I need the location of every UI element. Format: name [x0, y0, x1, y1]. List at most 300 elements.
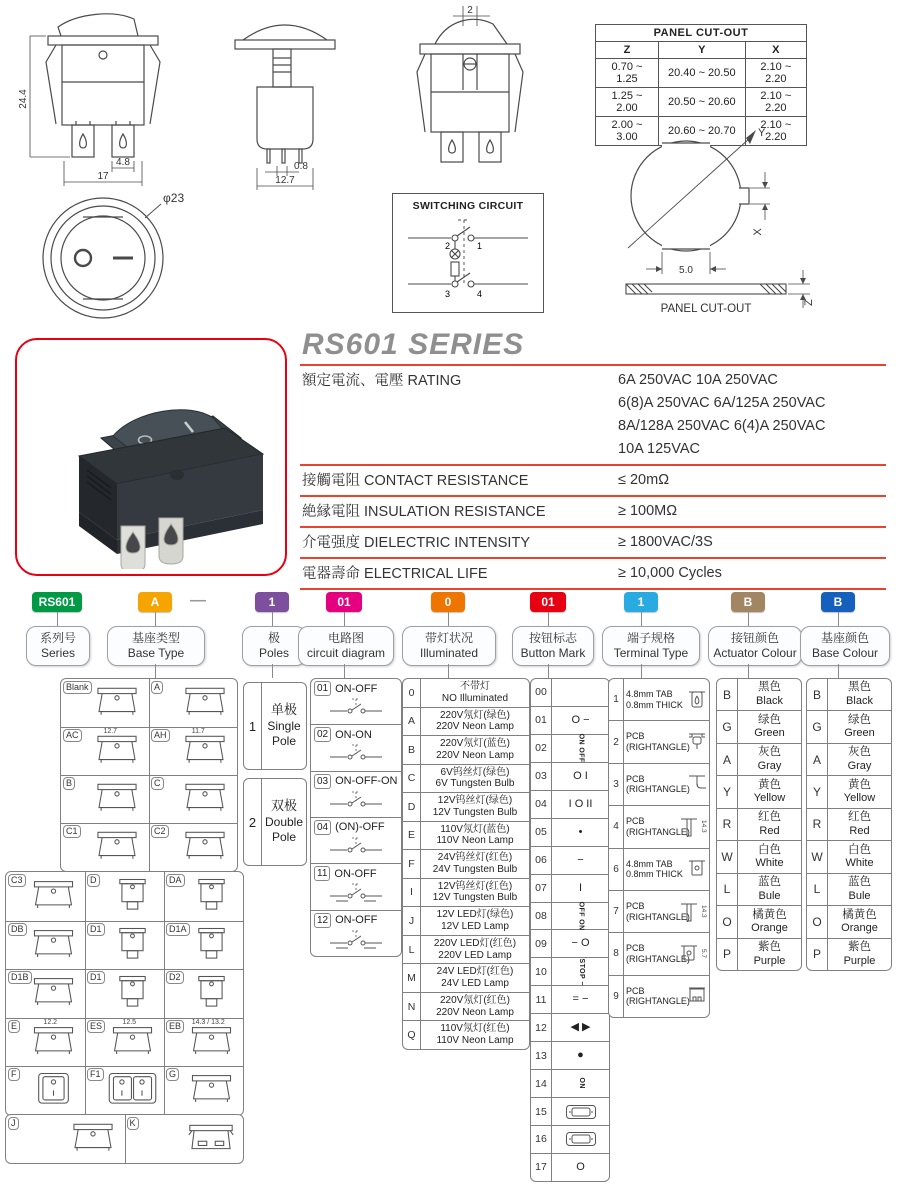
illuminated-option [403, 850, 529, 879]
base-type-grid [60, 678, 238, 872]
color-label-en: Green [754, 727, 785, 740]
panel-cutout-cell: 20.60 ~ 20.70 [658, 117, 745, 146]
illuminated-option [403, 993, 529, 1022]
switch-drawing-icon [177, 683, 233, 719]
color-label-en: White [845, 857, 874, 870]
base-type-glyph [65, 1119, 121, 1160]
terminal-icon-wrap [679, 806, 709, 847]
terminal-label [624, 933, 690, 974]
button-mark-symbol [552, 763, 609, 790]
base-type-code: D1 [87, 923, 105, 936]
illuminated-code: 0 [403, 679, 421, 707]
base-type-code: F1 [87, 1068, 104, 1081]
color-code: O [717, 906, 738, 937]
switch-drawing-icon [89, 827, 145, 863]
button-mark-option [531, 791, 609, 819]
button-mark-code: 07 [531, 875, 552, 902]
illuminated-label-en: 12V Tungsten Bulb [432, 892, 518, 904]
color-label-zh: 红色 [758, 811, 781, 824]
product-photo [17, 340, 280, 569]
terminal-label [624, 891, 690, 932]
terminal-label [624, 849, 687, 890]
circuit-option-head [314, 727, 398, 742]
circuit-code: 12 [314, 913, 331, 928]
base-type-cell [6, 969, 86, 1019]
illuminated-code: I [403, 879, 421, 907]
base-type-code: B [63, 777, 75, 790]
terminal-label-line2: (RIGHTANGLE) [626, 742, 690, 753]
color-label-en: Yellow [753, 792, 786, 805]
spec-value-line: ≥ 100MΩ [618, 503, 678, 519]
group-label-en: Button Mark [520, 646, 586, 660]
button-mark-option [531, 707, 609, 735]
pole-code: 2 [244, 779, 262, 865]
color-option [807, 744, 891, 776]
dim-pin-label: 0.8 [294, 161, 308, 172]
color-code: B [807, 679, 828, 710]
base-type-glyph [105, 876, 160, 918]
illuminated-label-zh: 220V氖灯(蓝色) [439, 738, 510, 750]
circuit-option-head [314, 681, 398, 696]
base-type-code: K [127, 1117, 139, 1130]
button-mark-symbol [552, 847, 609, 874]
terminal-code: 9 [609, 976, 624, 1017]
color-label-zh: 黑色 [758, 681, 781, 694]
terminal-option [609, 721, 709, 763]
switching-circuit-box [392, 193, 544, 313]
button-mark-code: 15 [531, 1098, 552, 1125]
terminal-code: 2 [609, 721, 624, 762]
terminal-code: 7 [609, 891, 624, 932]
button-mark-code: 01 [531, 707, 552, 734]
color-option [807, 711, 891, 743]
panel-cutout-cell: 1.25 ~ 2.00 [596, 88, 659, 117]
color-label [828, 874, 891, 905]
group-label-box [26, 626, 90, 666]
circuit-column [310, 678, 402, 957]
panel-cutout-row [596, 59, 807, 88]
spec-value-line: 10A 125VAC [618, 441, 700, 457]
switch-drawing-icon [26, 876, 81, 913]
connector-line [344, 612, 345, 626]
terminal-code: 3 [609, 764, 624, 805]
illuminated-option [403, 964, 529, 993]
order-code-badge: B [731, 592, 765, 612]
color-label [738, 874, 801, 905]
terminal-label-line2: (RIGHTANGLE) [626, 826, 690, 837]
front-view2-drawing [395, 2, 545, 170]
color-label [738, 841, 801, 872]
switch-drawing-icon [105, 973, 160, 1010]
terminal-label-line1: 4.8mm TAB [626, 689, 673, 700]
group-label-en: Series [40, 646, 75, 660]
button-mark-option [531, 1042, 609, 1070]
base-type-code: AH [151, 729, 170, 742]
cutout-flat-label: 5.0 [679, 265, 693, 276]
illuminated-option [403, 793, 529, 822]
col-y-header: Y [658, 42, 745, 59]
panel-cutout-table-title: PANEL CUT-OUT [596, 25, 807, 42]
terminal-option [609, 976, 709, 1017]
color-label-zh: 黑色 [848, 681, 871, 694]
spec-value [618, 559, 886, 588]
illuminated-label [421, 1021, 529, 1049]
round-view-drawing [25, 188, 185, 326]
illuminated-label-en: 24V Tungsten Bulb [432, 863, 518, 875]
terminal-label-line1: PCB [626, 731, 645, 742]
terminal-option [609, 764, 709, 806]
button-mark-option [531, 930, 609, 958]
terminal-option [609, 891, 709, 933]
group-label-zh: 极 [267, 631, 280, 645]
spec-row [300, 364, 886, 464]
base-type-dim: 14.3 / 13.2 [191, 1018, 225, 1026]
color-option [717, 711, 801, 743]
color-label [828, 841, 891, 872]
color-label-en: Gray [757, 759, 782, 772]
actuator-colour-column [716, 678, 802, 971]
connector-line [748, 664, 749, 678]
spec-label: 接觸電阻 CONTACT RESISTANCE [302, 473, 529, 489]
group-label-zh: 基座颜色 [820, 631, 869, 645]
button-mark-symbol [552, 986, 609, 1013]
illuminated-code: E [403, 822, 421, 850]
base-type-code: DB [8, 923, 27, 936]
color-label [738, 776, 801, 807]
button-mark-symbol [552, 958, 609, 985]
series-title: RS601 SERIES [302, 328, 525, 361]
panel-cutout-cell: 2.10 ~ 2.20 [745, 88, 806, 117]
color-label-zh: 橘黄色 [842, 908, 877, 921]
pole-label-en2: Pole [271, 830, 297, 845]
circuit-symbol-icon [328, 929, 384, 950]
connector-line [641, 612, 642, 626]
button-mark-text: − O [571, 937, 590, 950]
switch-drawing-icon [183, 1119, 239, 1155]
button-mark-code: 11 [531, 986, 552, 1013]
spec-value [618, 366, 886, 464]
front-view-drawing [16, 6, 191, 191]
group-label-box [298, 626, 394, 666]
product-photo-frame [15, 338, 287, 576]
terminal-icon [687, 985, 707, 1007]
pole-label [262, 683, 306, 769]
circuit-symbol-icon [328, 882, 384, 903]
dim-width-label: 17 [97, 171, 109, 182]
base-type-dim: 11.7 [191, 728, 205, 735]
terminal-icon [687, 773, 707, 795]
color-label [828, 679, 891, 710]
group-label-zh: 接钮颜色 [730, 631, 779, 645]
illuminated-code: J [403, 907, 421, 935]
button-mark-option [531, 679, 609, 707]
group-label-box [602, 626, 700, 666]
col-x-header: X [745, 42, 806, 59]
terminal-icon [687, 689, 707, 711]
terminal-icon [679, 901, 699, 923]
circuit-option [311, 864, 401, 910]
circuit-option-head [314, 774, 398, 789]
base-type-glyph [26, 1070, 81, 1112]
illuminated-code: B [403, 736, 421, 764]
base-type-code: EB [166, 1020, 184, 1033]
color-option [717, 874, 801, 906]
terminal-option [609, 806, 709, 848]
base-type-cell [164, 969, 243, 1019]
button-mark-symbol [552, 707, 609, 734]
base-type-cell [6, 921, 86, 971]
illuminated-option [403, 879, 529, 908]
base-type-cell [149, 727, 237, 776]
color-code: R [807, 809, 828, 840]
color-label-en: Purple [843, 954, 876, 967]
switch-drawing-icon [184, 1022, 239, 1059]
switch-drawing-icon [184, 973, 239, 1010]
color-label-zh: 灰色 [848, 746, 871, 759]
button-mark-code: 17 [531, 1154, 552, 1181]
dim-side-width-label: 12.7 [275, 175, 295, 186]
base-type-code: C3 [8, 874, 26, 887]
base-type-code: C1 [63, 825, 81, 838]
connector-line [448, 664, 449, 678]
base-type-glyph [26, 1022, 81, 1064]
illuminated-code: F [403, 850, 421, 878]
terminal-3-label: 3 [445, 289, 451, 299]
terminal-label-line1: 4.8mm TAB [626, 858, 673, 869]
circuit-option [311, 725, 401, 771]
illuminated-code: D [403, 793, 421, 821]
order-code-badge: 0 [431, 592, 465, 612]
color-code: L [807, 874, 828, 905]
panel-cutout-cell: 2.10 ~ 2.20 [745, 59, 806, 88]
group-label-zh: 按钮标志 [528, 631, 577, 645]
color-label [828, 711, 891, 742]
button-mark-option [531, 986, 609, 1014]
circuit-code: 11 [314, 866, 330, 881]
circuit-option [311, 679, 401, 725]
illuminated-label-en: 110V Neon Lamp [436, 835, 514, 847]
base-type-grid [5, 1114, 244, 1164]
circuit-code: 04 [314, 820, 331, 835]
illuminated-label-en: 220V Neon Lamp [436, 1006, 514, 1018]
base-type-dim: 12.5 [122, 1018, 137, 1026]
spec-label: 額定電流、電壓 RATING [302, 373, 462, 389]
connector-line [548, 612, 549, 626]
group-label-box [242, 626, 306, 666]
cutout-x-label: X [752, 228, 764, 236]
color-code: G [807, 711, 828, 742]
button-mark-option [531, 875, 609, 903]
button-mark-code: 00 [531, 679, 552, 706]
circuit-label: (ON)-OFF [335, 821, 385, 834]
group-label-box [107, 626, 205, 666]
terminal-2-label: 2 [445, 241, 451, 251]
terminal-icon-wrap [679, 933, 709, 974]
base-type-cell [125, 1115, 244, 1163]
illuminated-label [421, 907, 529, 935]
circuit-option [311, 818, 401, 864]
switching-circuit-title: SWITCHING CIRCUIT [412, 200, 524, 212]
switch-drawing-icon [105, 925, 160, 962]
base-type-cell [6, 1018, 86, 1068]
color-label-en: Orange [751, 922, 788, 935]
connector-line [272, 664, 273, 678]
switch-drawing-icon [184, 1070, 239, 1107]
terminal-icon-wrap [687, 764, 709, 805]
color-label [738, 711, 801, 742]
terminal-option [609, 933, 709, 975]
button-mark-option [531, 903, 609, 931]
color-code: Y [807, 776, 828, 807]
spec-value-line: ≥ 1800VAC/3S [618, 534, 713, 550]
button-mark-symbol [552, 791, 609, 818]
illuminated-label-zh: 24V LED灯(红色) [436, 966, 514, 978]
order-code-badge: 01 [530, 592, 566, 612]
order-code-badge: RS601 [32, 592, 82, 612]
connector-line [344, 664, 345, 678]
illuminated-label-zh: 110V氖灯(红色) [440, 1023, 510, 1035]
illuminated-label-en: 12V Tungsten Bulb [432, 806, 518, 818]
color-label-zh: 黄色 [758, 778, 781, 791]
base-type-cell [61, 775, 150, 824]
base-type-glyph [105, 973, 160, 1015]
base-type-glyph [184, 1070, 239, 1112]
circuit-label: ON-OFF [335, 682, 378, 695]
spec-value-line: 6A 250VAC 10A 250VAC [618, 372, 778, 388]
base-type-cell [164, 872, 243, 922]
spec-value-line: 8A/128A 250VAC 6(4)A 250VAC [618, 418, 826, 434]
terminal-code: 1 [609, 679, 624, 720]
group-label-en: Base Colour [811, 646, 879, 660]
base-type-cell [164, 921, 243, 971]
color-label [828, 809, 891, 840]
color-code: O [807, 906, 828, 937]
illuminated-code: L [403, 936, 421, 964]
spec-table [300, 364, 886, 590]
color-option [807, 874, 891, 906]
group-label-en: Poles [258, 646, 290, 660]
dim-travel-label: 2 [467, 5, 473, 16]
color-code: W [807, 841, 828, 872]
pole-label-en1: Double [264, 814, 304, 829]
button-mark-option [531, 847, 609, 875]
illuminated-label [421, 936, 529, 964]
switch-drawing-icon [26, 1022, 81, 1059]
base-type-cell [149, 679, 237, 728]
base-type-cell [85, 872, 165, 922]
illuminated-code: Q [403, 1021, 421, 1049]
spec-row [300, 464, 886, 495]
color-label-zh: 白色 [758, 843, 781, 856]
base-type-glyph [105, 1022, 160, 1064]
switch-drawing-icon [105, 1070, 160, 1107]
illuminated-label-en: 220V Neon Lamp [436, 721, 514, 733]
color-option [717, 939, 801, 970]
illuminated-code: N [403, 993, 421, 1021]
terminal-label [624, 806, 690, 847]
rocker-mark-icon [565, 1104, 597, 1120]
circuit-option [311, 911, 401, 956]
illuminated-label-en: 220V Neon Lamp [436, 749, 514, 761]
terminal-icon [679, 816, 699, 838]
group-label-en: Actuator Colour [713, 646, 797, 660]
terminal-icon-wrap [687, 721, 709, 762]
circuit-label: ON-ON [335, 728, 372, 741]
color-code: B [717, 679, 738, 710]
button-mark-code: 16 [531, 1126, 552, 1153]
color-label-zh: 蓝色 [758, 876, 781, 889]
spec-label: 電器壽命 ELECTRICAL LIFE [302, 566, 488, 582]
connector-line [448, 612, 449, 626]
base-type-cell [61, 823, 150, 871]
button-mark-option [531, 1070, 609, 1098]
connector-line [838, 664, 839, 678]
base-type-glyph [89, 779, 145, 820]
base-type-code: AC [63, 729, 82, 742]
pole-label-zh: 双极 [270, 797, 297, 813]
base-type-code: E [8, 1020, 20, 1033]
button-mark-code: 05 [531, 819, 552, 846]
base-type-glyph [105, 925, 160, 967]
base-type-glyph [177, 683, 233, 724]
button-mark-symbol [552, 1070, 609, 1097]
illuminated-label-en: 24V LED Lamp [441, 978, 509, 990]
base-type-code: ES [87, 1020, 105, 1033]
illuminated-label [421, 708, 529, 736]
circuit-option-head [314, 913, 398, 928]
button-mark-text: ON [577, 1077, 585, 1090]
pole-label-zh: 单极 [270, 701, 297, 717]
dim-terminal-label: 4.8 [116, 157, 130, 168]
illuminated-option [403, 736, 529, 765]
color-code: P [807, 939, 828, 970]
color-label-zh: 橘黄色 [752, 908, 787, 921]
spec-label: 絶縁電阻 INSULATION RESISTANCE [302, 504, 546, 520]
base-type-code: F [8, 1068, 20, 1081]
connector-line [155, 664, 156, 678]
circuit-symbol-icon [328, 743, 384, 764]
side-view-drawing [225, 8, 345, 193]
spec-row [300, 557, 886, 588]
base-type-glyph [89, 683, 145, 724]
order-code-badge: 1 [255, 592, 289, 612]
color-label [738, 939, 801, 970]
terminal-label-line2: (RIGHTANGLE) [626, 911, 690, 922]
illuminated-label-zh: 220V氖灯(绿色) [439, 709, 510, 721]
illuminated-label [421, 964, 529, 992]
base-type-glyph [184, 1022, 239, 1064]
button-mark-option [531, 958, 609, 986]
color-option [717, 679, 801, 711]
base-type-grid [5, 871, 244, 1116]
dim-height-label: 24.4 [18, 89, 29, 109]
button-mark-option [531, 735, 609, 763]
color-label-en: Orange [841, 922, 878, 935]
terminal-label-line2: (RIGHTANGLE) [626, 996, 690, 1007]
color-label-en: Purple [753, 954, 786, 967]
switch-drawing-icon [177, 779, 233, 815]
color-code: L [717, 874, 738, 905]
base-type-glyph [26, 973, 81, 1015]
base-type-code: G [166, 1068, 179, 1081]
color-label-en: Red [759, 824, 780, 837]
base-type-code: D1A [166, 923, 190, 936]
color-label-zh: 白色 [848, 843, 871, 856]
circuit-code: 03 [314, 774, 331, 789]
terminal-code: 8 [609, 933, 624, 974]
base-type-cell [85, 1018, 165, 1068]
color-option [807, 809, 891, 841]
